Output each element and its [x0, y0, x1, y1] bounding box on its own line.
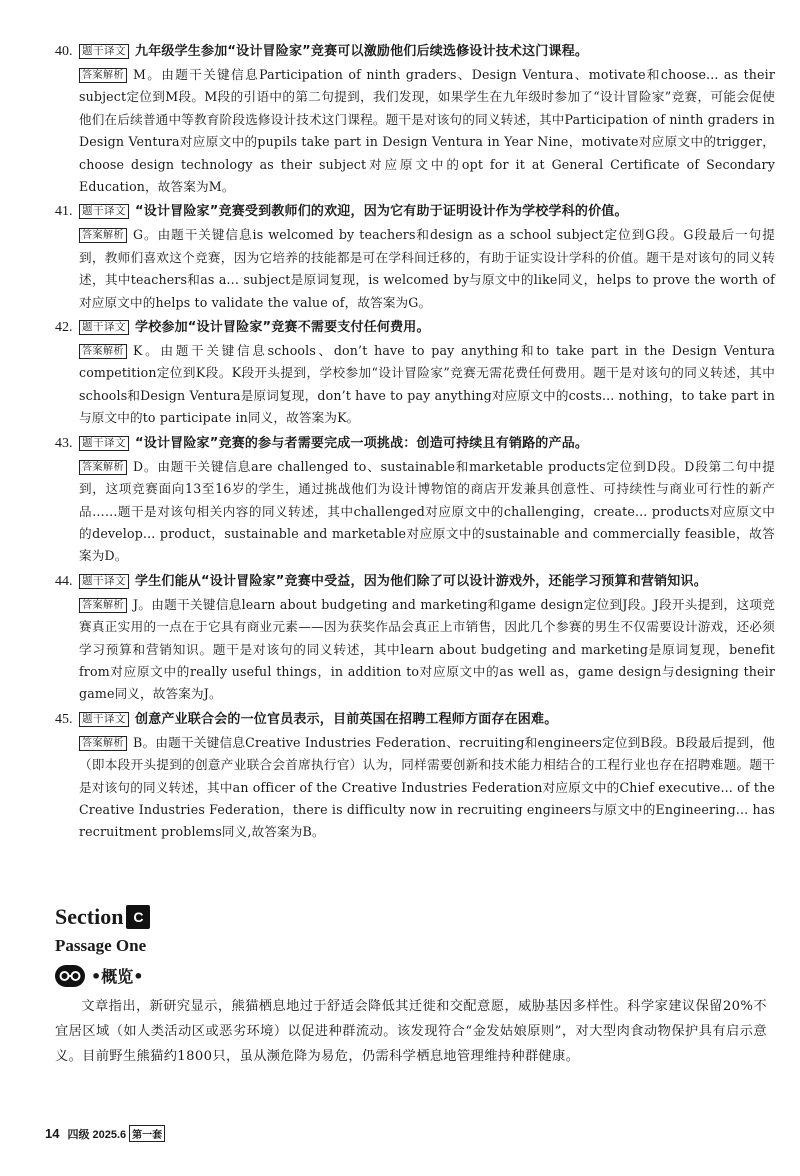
overview-title: •概览•: [91, 967, 144, 986]
analysis-text: J。由题干关键信息learn about budgeting and marketing和game design定位到J段。J段开头提到，这项竞赛真正实用的一点在于它具有商业元素——因为获奖作品会真正上市销售，因此几个参赛的男生不仅需要设计游戏，还必须学习预算和营销知识。题干是对该句的同义转述，其中learn about budgeting and marketing是原词复现，benefit from对应原文中的really useful things，in addition to对应原文中的as well as，game design与designing their game同义，故答案为J。: [79, 596, 775, 702]
answer-item: [55, 432, 775, 568]
footer-text: 四级 2025.6: [67, 1128, 127, 1141]
analysis-tag: 答案解析: [79, 228, 127, 243]
answer-item: [55, 708, 775, 844]
translation-tag: 题干译文: [79, 204, 129, 219]
page-number: 14: [45, 1126, 60, 1141]
section-letter-badge: C: [126, 905, 150, 929]
analysis-block: [55, 64, 775, 198]
question-line: [55, 200, 775, 224]
question-number: 44.: [55, 573, 73, 589]
analysis-block: [55, 456, 775, 568]
question-line: [55, 316, 775, 340]
translation-tag: 题干译文: [79, 436, 129, 451]
question-number: 45.: [55, 711, 73, 727]
translation-tag: 题干译文: [79, 320, 129, 335]
analysis-text: K。由题干关键信息schools、don’t have to pay anything和to take part in the Design Ventura competition定位到K段。K段开头提到，学校参加“设计冒险家”竞赛无需花费任何费用。题干是对该句的同义转述，其中schools和Design Ventura是原词复现，don’t have to pay anything对应原文中的costs... nothing，to take part in与原文中的to participate in同义，故答案为K。: [79, 343, 775, 426]
question-number: 42.: [55, 320, 73, 336]
question-number: 40.: [55, 44, 73, 59]
overview-heading: [55, 964, 143, 987]
question-translation: 九年级学生参加“设计冒险家”竞赛可以激励他们后续选修设计技术这门课程。: [135, 44, 589, 59]
question-translation: “设计冒险家”竞赛受到教师们的欢迎，因为它有助于证明设计作为学校学科的价值。: [135, 204, 628, 220]
question-translation: 学生们能从“设计冒险家”竞赛中受益，因为他们除了可以设计游戏外，还能学习预算和营销知识。: [135, 573, 707, 589]
analysis-tag: 答案解析: [79, 344, 127, 359]
answer-item: [55, 316, 775, 430]
page-footer: [45, 1125, 165, 1142]
question-line: [55, 40, 775, 64]
question-number: 41.: [55, 204, 73, 220]
overview-text: 文章指出，新研究显示，熊猫栖息地过于舒适会降低其迁徙和交配意愿，威胁基因多样性。科学家建议保留20%不宜居区域（如人类活动区或恶劣环境）以促进种群流动。该发现符合“金发姑娘原则”，对大型肉食动物保护具有启示意义。目前野生熊猫约1800只，虽从濒危降为易危，仍需科学栖息地管理维持种群健康。: [55, 999, 767, 1064]
translation-tag: 题干译文: [79, 712, 129, 727]
section-word: Section: [55, 904, 124, 929]
analysis-tag: 答案解析: [79, 460, 127, 475]
translation-tag: 题干译文: [79, 574, 129, 589]
analysis-tag: 答案解析: [79, 598, 127, 613]
footer-badge: 第一套: [129, 1125, 165, 1142]
analysis-block: [55, 340, 775, 430]
question-number: 43.: [55, 435, 73, 451]
answer-item: [55, 40, 775, 198]
answer-items: [55, 40, 775, 846]
analysis-tag: 答案解析: [79, 68, 127, 83]
question-translation: 学校参加“设计冒险家”竞赛不需要支付任何费用。: [135, 320, 430, 336]
glasses-icon: [55, 965, 85, 987]
translation-tag: 题干译文: [79, 44, 129, 59]
analysis-block: [55, 224, 775, 314]
question-translation: 创意产业联合会的一位官员表示，目前英国在招聘工程师方面存在困难。: [135, 711, 558, 727]
analysis-block: [55, 594, 775, 706]
question-line: [55, 708, 775, 732]
analysis-text: G。由题干关键信息is welcomed by teachers和design as a school subject定位到G段。G段最后一句提到，教师们喜欢这个竞赛，因为它培养的技能都是可在学科间迁移的，有助于证实设计学科的价值。题干是对该句的同义转述，其中teachers和as a... subject是原词复现，is welcomed by与原文中的like同义，helps to prove the worth of对应原文中的helps to validate the value of，故答案为G。: [79, 227, 775, 310]
section-heading: [55, 904, 150, 930]
analysis-text: M。由题干关键信息Participation of ninth graders、Design Ventura、motivate和choose... as their subject定位到M段。M段的引语中的第二句提到，我们发现，如果学生在九年级时参加了“设计冒险家”竞赛，可能会促使他们在后续普通中等教育阶段选修设计技术这门课程。题干是对该句的同义转述，其中Participation of ninth graders in Design Ventura对应原文中的pupils take part in Design Ventura in Year Nine，motivate对应原文中的trigger，choose design technology as their subject对应原文中的opt for it at General Certificate of Secondary Education，故答案为M。: [79, 67, 775, 195]
analysis-text: D。由题干关键信息are challenged to、sustainable和marketable products定位到D段。D段第二句中提到，这项竞赛面向13至16岁的学生，通过挑战他们为设计博物馆的商店开发兼具创意性、可持续性与商业可行性的新产品……题干是对该句相关内容的同义转述，其中challenged对应原文中的challenging，create... products对应原文中的develop... product，sustainable and marketable对应原文中的sustainable and commercially feasible，故答案为D。: [79, 458, 775, 564]
analysis-tag: 答案解析: [79, 736, 127, 751]
answer-item: [55, 200, 775, 314]
question-translation: “设计冒险家”竞赛的参与者需要完成一项挑战：创造可持续且有销路的产品。: [135, 435, 589, 451]
passage-heading: Passage One: [55, 936, 147, 955]
question-line: [55, 432, 775, 456]
analysis-block: [55, 732, 775, 844]
answer-item: [55, 570, 775, 706]
question-line: [55, 570, 775, 594]
analysis-text: B。由题干关键信息Creative Industries Federation、recruiting和engineers定位到B段。B段最后提到，他（即本段开头提到的创意产业联合会首席执行官）认为，同样需要创新和技术能力相结合的工程行业也存在招聘难题。题干是对该句的同义转述，其中an officer of the Creative Industries Federation对应原文中的Chief executive... of the Creative Industries Federation，there is difficulty now in recruiting engineers与原文中的Engineering... has recruitment problems同义,故答案为B。: [79, 734, 775, 840]
